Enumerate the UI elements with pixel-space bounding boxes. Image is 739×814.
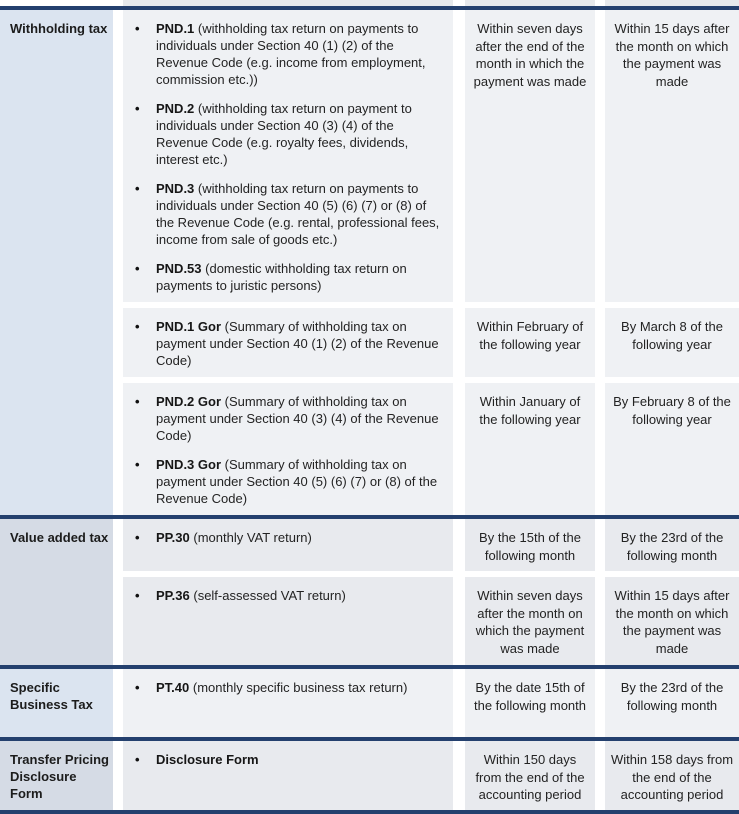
bullet-icon: •	[135, 394, 140, 409]
section-transfer-pricing	[0, 741, 739, 810]
form-code: PP.36	[156, 588, 190, 603]
form-item	[135, 260, 445, 294]
tax-type-label: Withholding tax	[0, 10, 113, 515]
form-item	[135, 20, 445, 88]
form-description: (withholding tax return on payments to individuals under Section 40 (1) (2) of the Revenue Code (e.g. income from employment, commission etc.))	[156, 21, 426, 87]
form-item	[135, 393, 445, 444]
partial-previous-row	[0, 0, 739, 6]
forms-cell	[123, 577, 453, 665]
table-bottom-border	[0, 810, 739, 814]
bullet-icon: •	[135, 101, 140, 116]
tax-type-label: Transfer Pricing Disclosure Form	[0, 741, 113, 810]
filing-deadline-cell: Within January of the following year	[465, 383, 595, 515]
form-item	[135, 100, 445, 168]
form-code: PND.2	[156, 101, 195, 116]
partial-cell	[0, 0, 113, 6]
form-item	[135, 456, 445, 507]
filing-deadline-cell: Within seven days after the end of the month in which the payment was made	[465, 10, 595, 302]
forms-cell	[123, 519, 453, 571]
form-description: (Summary of withholding tax on payment under Section 40 (5) (6) (7) or (8) of the Revenue Code)	[156, 457, 438, 506]
filing-deadline-cell: By the 15th of the following month	[465, 519, 595, 571]
form-description: (withholding tax return on payment to individuals under Section 40 (3) (4) of the Revenue Code (e.g. royalty fees, dividends, interest etc.)	[156, 101, 412, 167]
bullet-icon: •	[135, 21, 140, 36]
forms-cell	[123, 669, 453, 737]
table-row	[123, 519, 739, 571]
efiling-deadline-cell: Within 158 days from the end of the accounting period	[605, 741, 739, 810]
bullet-icon: •	[135, 680, 140, 695]
forms-cell	[123, 10, 453, 302]
bullet-icon: •	[135, 530, 140, 545]
forms-cell	[123, 383, 453, 515]
form-code: PT.40	[156, 680, 190, 695]
form-code: PND.53	[156, 261, 202, 276]
tax-type-label: Specific Business Tax	[0, 669, 113, 737]
tax-type-label: Value added tax	[0, 519, 113, 665]
section-value-added-tax	[0, 519, 739, 665]
form-code: PND.1	[156, 21, 195, 36]
efiling-deadline-cell: By the 23rd of the following month	[605, 519, 739, 571]
form-description: (self-assessed VAT return)	[189, 588, 346, 603]
section-specific-business-tax	[0, 669, 739, 737]
form-item	[135, 587, 445, 604]
filing-deadline-cell: Within February of the following year	[465, 308, 595, 377]
form-code: Disclosure Form	[156, 752, 259, 767]
efiling-deadline-cell: By February 8 of the following year	[605, 383, 739, 515]
filing-deadline-cell: Within seven days after the month on which the payment was made	[465, 577, 595, 665]
form-item	[135, 751, 445, 768]
table-row	[123, 308, 739, 377]
efiling-deadline-cell: By March 8 of the following year	[605, 308, 739, 377]
filing-deadline-cell: By the date 15th of the following month	[465, 669, 595, 737]
forms-cell	[123, 308, 453, 377]
form-item	[135, 679, 445, 696]
bullet-icon: •	[135, 457, 140, 472]
form-item	[135, 318, 445, 369]
efiling-deadline-cell: By the 23rd of the following month	[605, 669, 739, 737]
table-row	[123, 10, 739, 302]
bullet-icon: •	[135, 319, 140, 334]
bullet-icon: •	[135, 261, 140, 276]
form-description: (Summary of withholding tax on payment under Section 40 (1) (2) of the Revenue Code)	[156, 319, 439, 368]
partial-cell	[465, 0, 595, 6]
form-description: (Summary of withholding tax on payment under Section 40 (3) (4) of the Revenue Code)	[156, 394, 439, 443]
form-description: (withholding tax return on payments to individuals under Section 40 (5) (6) (7) or (8) of the Revenue Code (e.g. rental, professional fees, income from sale of goods etc.)	[156, 181, 440, 247]
form-description: (monthly specific business tax return)	[189, 680, 408, 695]
table-row	[123, 577, 739, 665]
form-item	[135, 180, 445, 248]
bullet-icon: •	[135, 752, 140, 767]
form-item	[135, 529, 445, 546]
form-code: PND.3	[156, 181, 195, 196]
form-description: (monthly VAT return)	[189, 530, 312, 545]
form-description: (domestic withholding tax return on payments to juristic persons)	[156, 261, 407, 293]
form-code: PND.1 Gor	[156, 319, 222, 334]
table-row	[123, 741, 739, 810]
efiling-deadline-cell: Within 15 days after the month on which the payment was made	[605, 10, 739, 302]
table-row	[123, 669, 739, 737]
form-code: PP.30	[156, 530, 190, 545]
bullet-icon: •	[135, 181, 140, 196]
partial-cell	[123, 0, 453, 6]
form-code: PND.3 Gor	[156, 457, 222, 472]
forms-cell	[123, 741, 453, 810]
bullet-icon: •	[135, 588, 140, 603]
partial-cell	[605, 0, 739, 6]
table-row	[123, 383, 739, 515]
filing-deadline-cell: Within 150 days from the end of the accounting period	[465, 741, 595, 810]
efiling-deadline-cell: Within 15 days after the month on which the payment was made	[605, 577, 739, 665]
form-code: PND.2 Gor	[156, 394, 222, 409]
section-withholding-tax	[0, 10, 739, 515]
